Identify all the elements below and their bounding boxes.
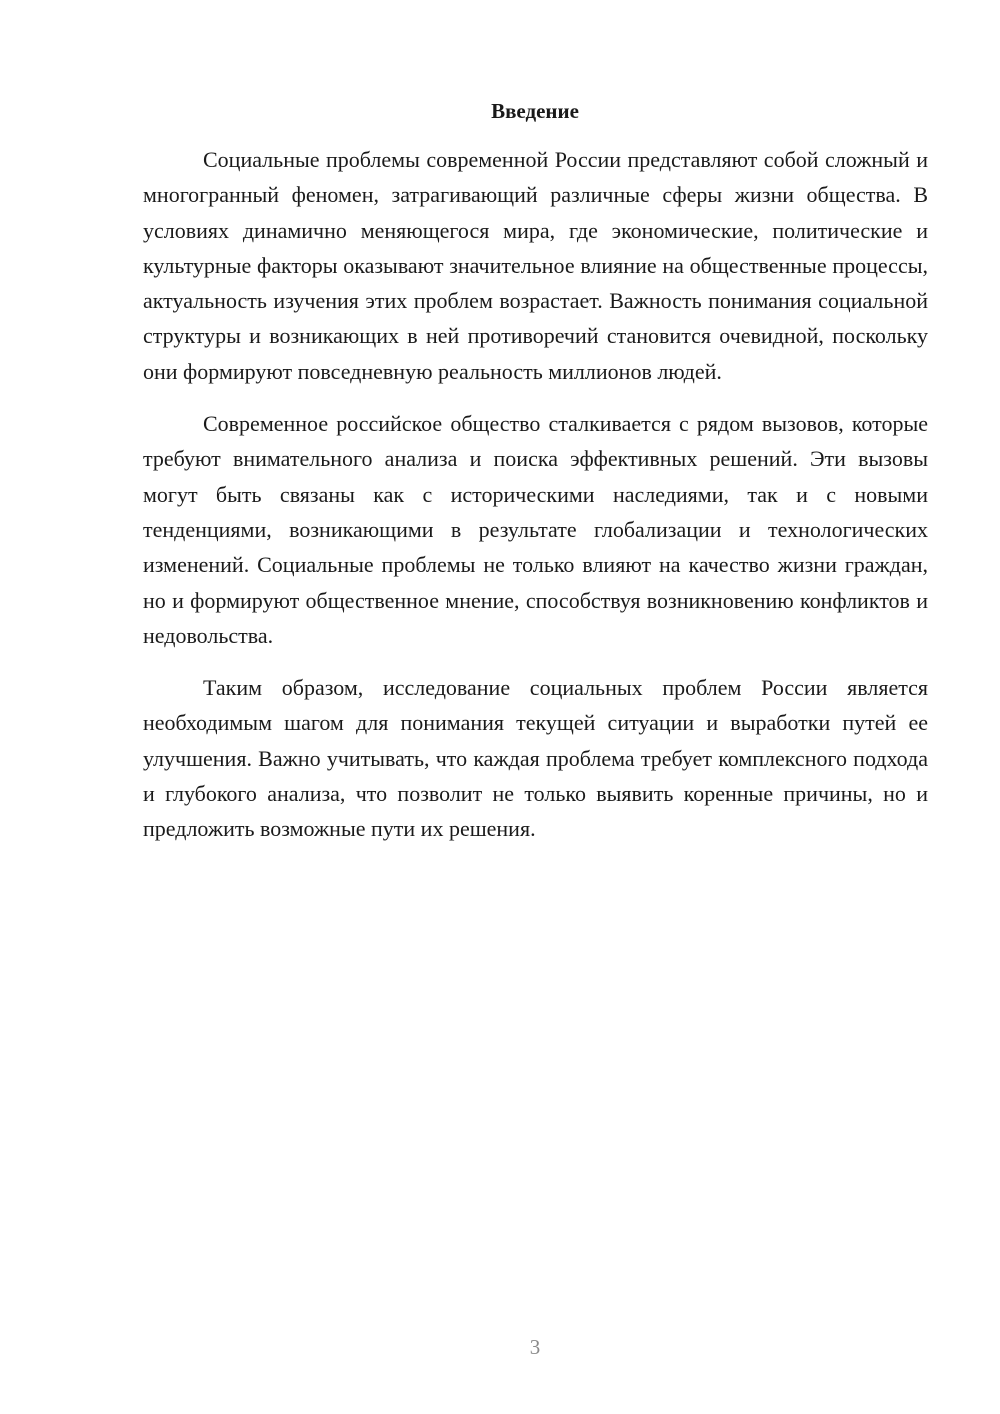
paragraph-1: Социальные проблемы современной России представляют собой сложный и многогранный феномен, затрагивающий различные сферы жизни общества. В условиях динамично меняющегося мира, где экономические, политические и культурные факторы оказывают значительное влияние на общественные процессы, актуальность изучения этих проблем возрастает. Важность понимания социальной структуры и возникающих в ней противоречий становится очевидной, поскольку они формируют повседневную реальность миллионов людей.: [143, 147, 928, 384]
page-number: 3: [529, 1335, 541, 1359]
page-title: Введение: [491, 99, 579, 123]
body-text: [143, 142, 928, 864]
paragraph-3: Таким образом, исследование социальных проблем России является необходимым шагом для понимания текущей ситуации и выработки путей ее улучшения. Важно учитывать, что каждая проблема требует комплексного подхода и глубокого анализа, что позволит не только выявить коренные причины, но и предложить возможные пути их решения.: [143, 675, 928, 842]
paragraph-2: Современное российское общество сталкивается с рядом вызовов, которые требуют внимательного анализа и поиска эффективных решений. Эти вызовы могут быть связаны как с историческими наследиями, так и с новыми тенденциями, возникающими в результате глобализации и технологических изменений. Социальные проблемы не только влияют на качество жизни граждан, но и формируют общественное мнение, способствуя возникновению конфликтов и недовольства.: [143, 411, 928, 648]
